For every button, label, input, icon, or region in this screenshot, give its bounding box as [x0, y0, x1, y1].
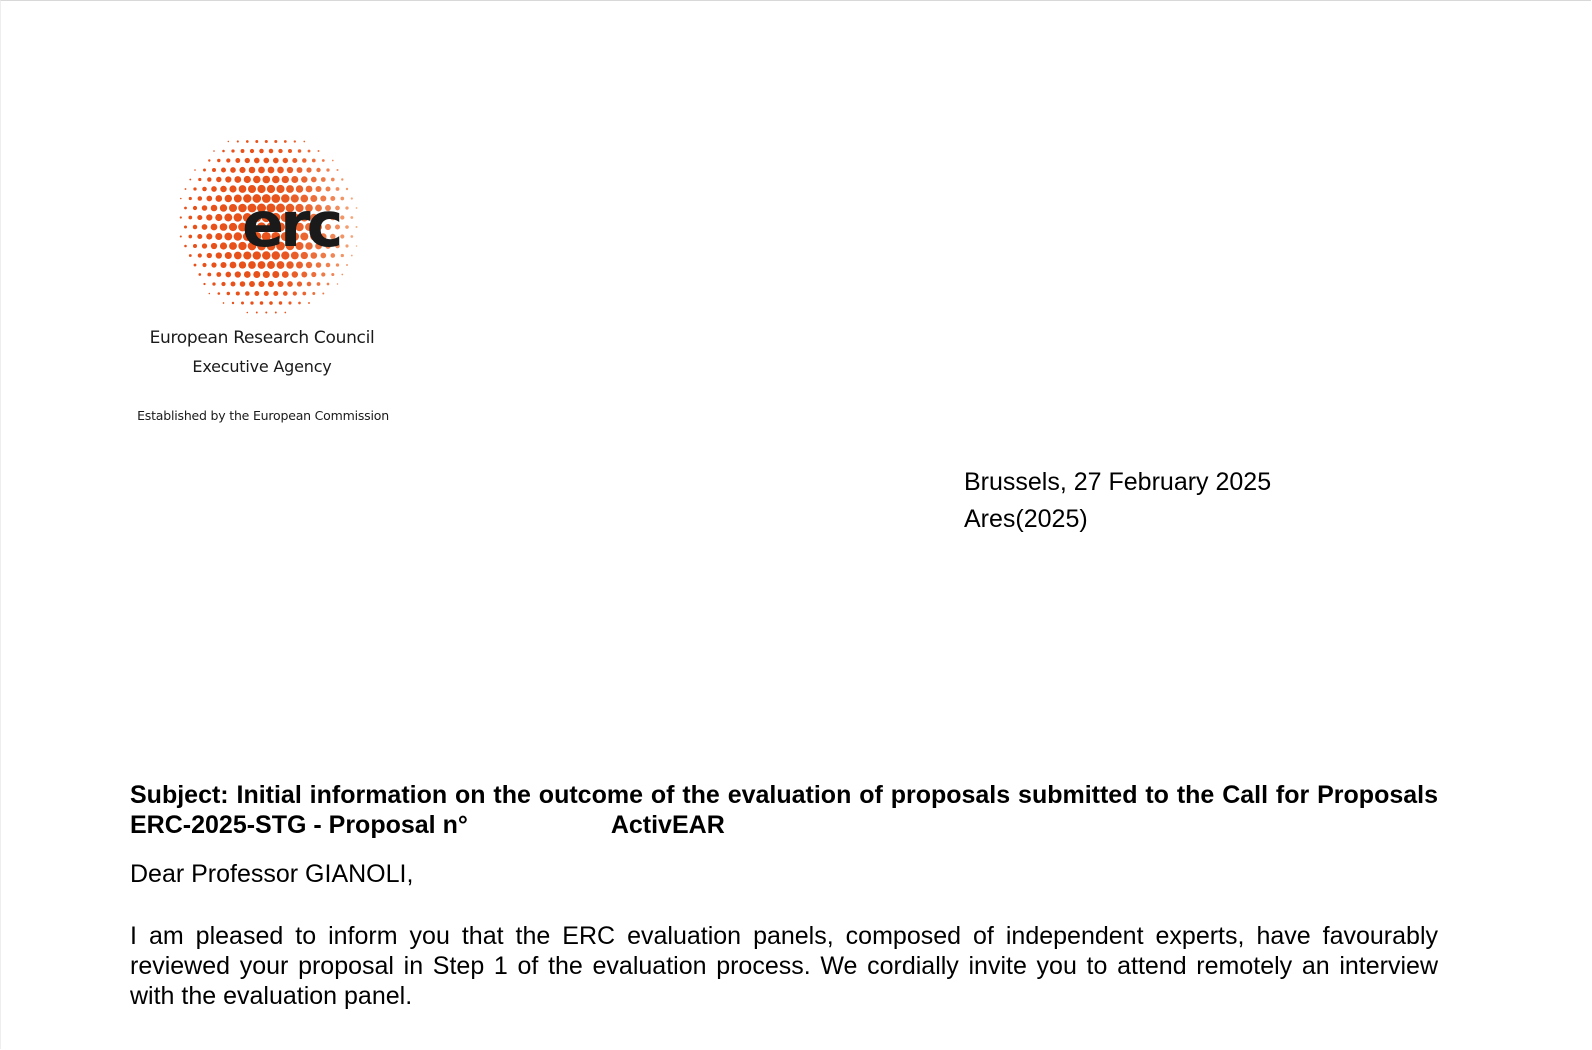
logo-dot: [189, 254, 192, 257]
logo-dot: [337, 283, 338, 284]
logo-dot: [283, 291, 288, 296]
logo-dot: [292, 158, 297, 163]
logo-dot: [231, 282, 236, 287]
logo-dot: [188, 235, 192, 239]
logo-dot: [193, 244, 197, 248]
logo-dot: [260, 301, 264, 305]
reference-prefix: Ares(2025): [964, 505, 1088, 533]
logo-dot: [198, 253, 202, 257]
logo-dot: [283, 158, 288, 163]
logo-dot: [253, 271, 260, 278]
logo-dot: [306, 167, 311, 172]
logo-dot: [240, 281, 246, 287]
logo-dot: [292, 271, 298, 277]
logo-dot: [291, 176, 298, 183]
logo-dot: [263, 158, 269, 164]
logo-dot: [234, 213, 243, 222]
logo-dot: [211, 205, 218, 212]
logo-dot: [284, 312, 286, 314]
logo-dot: [239, 261, 246, 268]
logo-dot: [282, 176, 289, 183]
logo-dot: [213, 150, 215, 152]
logo-dot: [268, 167, 275, 174]
logo-dot: [350, 235, 353, 238]
logo-dot: [207, 177, 211, 181]
logo-dot: [254, 158, 260, 164]
logo-dot: [278, 281, 284, 287]
logo-dot: [245, 291, 250, 296]
logo-dot: [202, 205, 208, 211]
logo-dot: [346, 188, 348, 190]
salutation: Dear Professor GIANOLI,: [130, 860, 414, 888]
logo-dot: [221, 168, 226, 173]
logo-dot: [194, 264, 197, 267]
logo-dot: [241, 302, 244, 305]
logo-dot: [267, 261, 275, 269]
logo-dot: [180, 216, 182, 218]
subject-line: [130, 780, 1438, 840]
logo-dot: [258, 261, 266, 269]
logo-dot: [302, 158, 307, 163]
logo-dot: [212, 282, 215, 285]
logo-dot: [298, 302, 301, 305]
logo-dot: [259, 149, 263, 153]
logo-dot: [180, 198, 182, 200]
logo-dot: [306, 262, 312, 268]
logo-dot: [236, 291, 240, 295]
logo-dot: [206, 214, 212, 220]
logo-dot: [206, 196, 212, 202]
logo-dot: [220, 186, 227, 193]
logo-dot: [234, 252, 242, 260]
logo-dot: [355, 226, 357, 228]
logo-dot: [262, 176, 270, 184]
logo-dot: [237, 140, 239, 142]
logo-dot: [216, 177, 221, 182]
logo-dot: [232, 302, 234, 304]
logo-dot: [341, 274, 343, 276]
logo-dot: [294, 140, 296, 142]
logo-dot: [318, 150, 320, 152]
logo-dot: [207, 253, 212, 258]
logo-dot: [336, 169, 338, 171]
logo-dot: [269, 301, 273, 305]
logo-dot: [211, 186, 217, 192]
logo-dot: [202, 187, 207, 192]
logo-dot: [211, 262, 216, 267]
logo-dot: [345, 244, 348, 247]
redacted-proposal-number: [475, 815, 605, 837]
logo-dot: [228, 141, 229, 142]
logo-dot: [350, 216, 353, 219]
logo-dot: [302, 292, 306, 296]
logo-dot: [341, 178, 343, 180]
logo-dot: [202, 263, 206, 267]
logo-dot: [185, 188, 187, 190]
date-reference-block: [964, 464, 1271, 538]
logo-dot: [227, 292, 230, 295]
logo-dot: [229, 242, 237, 250]
logo-dot: [263, 271, 270, 278]
logo-dot: [193, 225, 198, 230]
logo-dot: [311, 177, 317, 183]
logo-dot: [231, 149, 234, 152]
logo-dot: [203, 169, 206, 172]
logo-dot: [288, 149, 292, 153]
established-by-line: Established by the European Commission: [137, 408, 389, 423]
logo-dot: [274, 140, 277, 143]
logo-dot: [184, 245, 187, 248]
logo-dot: [288, 301, 291, 304]
logo-dot: [202, 224, 208, 230]
logo-dot: [277, 167, 284, 174]
erc-dot-globe-icon: [168, 124, 368, 324]
logo-dot: [221, 282, 225, 286]
logo-dot: [301, 272, 307, 278]
logo-dot: [356, 207, 358, 209]
logo-dot: [229, 185, 236, 192]
logo-dot: [220, 262, 226, 268]
logo-dot: [265, 140, 268, 143]
logo-dot: [272, 176, 280, 184]
logo-dot: [215, 233, 222, 240]
logo-dot: [224, 214, 232, 222]
logo-dot: [189, 179, 191, 181]
logo-dot: [247, 312, 249, 314]
logo-dot: [234, 176, 241, 183]
logo-dot: [229, 204, 237, 212]
logo-dot: [282, 271, 289, 278]
logo-dot: [331, 273, 334, 276]
logo-dot: [239, 167, 245, 173]
logo-dot: [211, 243, 217, 249]
logo-dot: [327, 283, 330, 286]
redacted-reference-number: [1100, 509, 1220, 531]
logo-dot: [273, 158, 279, 164]
logo-dot: [273, 291, 278, 296]
logo-dot: [356, 245, 358, 247]
logo-dot: [189, 197, 192, 200]
logo-dot: [264, 291, 269, 296]
logo-dot: [287, 281, 293, 287]
subject-text: Subject: Initial information on the outcome of the evaluation of proposals submitted to the Call for Proposals ERC-2025-STG - Proposal n°: [130, 781, 1438, 839]
organisation-subtitle: Executive Agency: [192, 357, 332, 376]
logo-dot: [225, 195, 232, 202]
logo-dot: [269, 149, 274, 154]
logo-dot: [284, 140, 287, 143]
logo-dot: [244, 271, 251, 278]
logo-dot: [249, 167, 256, 174]
logo-dot: [326, 168, 329, 171]
logo-dot: [340, 197, 344, 201]
logo-dot: [198, 196, 203, 201]
logo-dot: [198, 178, 201, 181]
logo-dot: [235, 271, 241, 277]
logo-dot: [303, 141, 305, 143]
logo-dot: [207, 273, 211, 277]
logo-dot: [312, 292, 315, 295]
logo-dot: [188, 216, 192, 220]
logo-dot: [316, 168, 320, 172]
logo-dot: [301, 176, 307, 182]
logo-dot: [180, 235, 182, 237]
logo-dot: [253, 176, 261, 184]
logo-dot: [351, 197, 353, 199]
reference-line: [964, 501, 1271, 538]
logo-dot: [250, 301, 253, 304]
logo-dot: [249, 281, 255, 287]
logo-dot: [193, 206, 197, 210]
logo-dot: [312, 159, 316, 163]
logo-dot: [258, 281, 264, 287]
logo-dot: [272, 271, 279, 278]
logo-dot: [197, 234, 202, 239]
logo-dot: [217, 292, 220, 295]
logo-dot: [275, 312, 277, 314]
organisation-name: European Research Council: [149, 328, 375, 348]
logo-dot: [256, 312, 258, 314]
logo-dot: [277, 261, 285, 269]
logo-dot: [297, 167, 303, 173]
logo-dot: [234, 195, 242, 203]
logo-dot: [246, 140, 249, 143]
logo-dot: [220, 223, 228, 231]
logo-dot: [298, 149, 302, 153]
logo-dot: [340, 215, 344, 219]
logo-dot: [341, 254, 344, 257]
logo-dot: [322, 293, 324, 295]
logo-dot: [345, 206, 348, 209]
logo-dot: [235, 158, 240, 163]
logo-dot: [278, 149, 282, 153]
logo-dot: [311, 272, 316, 277]
logo-dot: [229, 223, 237, 231]
logo-dot: [197, 215, 202, 220]
logo-dot: [203, 283, 205, 285]
logo-dot: [184, 207, 187, 210]
logo-dot: [268, 281, 274, 287]
logo-dot: [202, 243, 207, 248]
logo-dot: [317, 282, 321, 286]
logo-dot: [248, 261, 256, 269]
logo-dot: [258, 167, 265, 174]
logo-dot: [225, 252, 232, 259]
logo-dot: [220, 204, 227, 211]
logo-dot: [208, 159, 210, 161]
logo-dot: [286, 261, 293, 268]
logo-dot: [245, 158, 250, 163]
logo-dot: [198, 273, 201, 276]
logo-dot: [215, 195, 222, 202]
logo-dot: [225, 176, 231, 182]
logo-dot: [307, 282, 312, 287]
body-paragraph: I am pleased to inform you that the ERC evaluation panels, composed of independent experts, have favourably reviewed your proposal in Step 1 of the evaluation process. We cordially invite you to attend remotely an interview with the evaluation panel.: [130, 922, 1438, 1010]
logo-dot: [346, 264, 348, 266]
logo-dot: [234, 232, 242, 240]
logo-dot: [336, 263, 339, 266]
logo-dot: [265, 311, 267, 313]
logo-dot: [224, 233, 232, 241]
logo-dot: [332, 160, 334, 162]
logo-dot: [241, 149, 245, 153]
logo-dot: [308, 150, 311, 153]
logo-dot: [287, 167, 293, 173]
logo-dot: [345, 225, 349, 229]
logo-dot: [351, 255, 353, 257]
logo-dot: [340, 234, 344, 238]
logo-dot: [217, 159, 220, 162]
logo-dot: [216, 272, 221, 277]
logo-dot: [215, 214, 222, 221]
logo-dot: [220, 242, 227, 249]
logo-dot: [211, 224, 218, 231]
logo-dot: [279, 301, 282, 304]
logo-dot: [316, 262, 322, 268]
logo-dot: [222, 150, 225, 153]
logo-dot: [308, 302, 310, 304]
logo-dot: [225, 272, 231, 278]
logo-dot: [321, 272, 325, 276]
logo-dot: [230, 167, 236, 173]
logo-dot: [250, 149, 254, 153]
logo-dot: [254, 291, 259, 296]
logo-dot: [194, 169, 196, 171]
logo-dot: [331, 178, 335, 182]
logo-dot: [255, 140, 258, 143]
logo-dot: [230, 262, 237, 269]
erc-wordmark: erc: [242, 188, 340, 261]
date-line: Brussels, 27 February 2025: [964, 468, 1272, 496]
logo-dot: [296, 262, 303, 269]
logo-dot: [184, 225, 187, 228]
logo-dot: [216, 252, 222, 258]
logo-dot: [223, 302, 225, 304]
proposal-acronym: ActivEAR: [610, 811, 725, 839]
logo-dot: [209, 293, 211, 295]
logo-dot: [212, 168, 216, 172]
logo-dot: [321, 177, 326, 182]
logo-dot: [206, 233, 212, 239]
logo-dot: [293, 291, 297, 295]
logo-dot: [193, 187, 196, 190]
logo-dot: [322, 159, 325, 162]
logo-dot: [326, 263, 331, 268]
logo-dot: [226, 158, 230, 162]
logo-dot: [244, 176, 251, 183]
logo-dot: [297, 281, 302, 286]
